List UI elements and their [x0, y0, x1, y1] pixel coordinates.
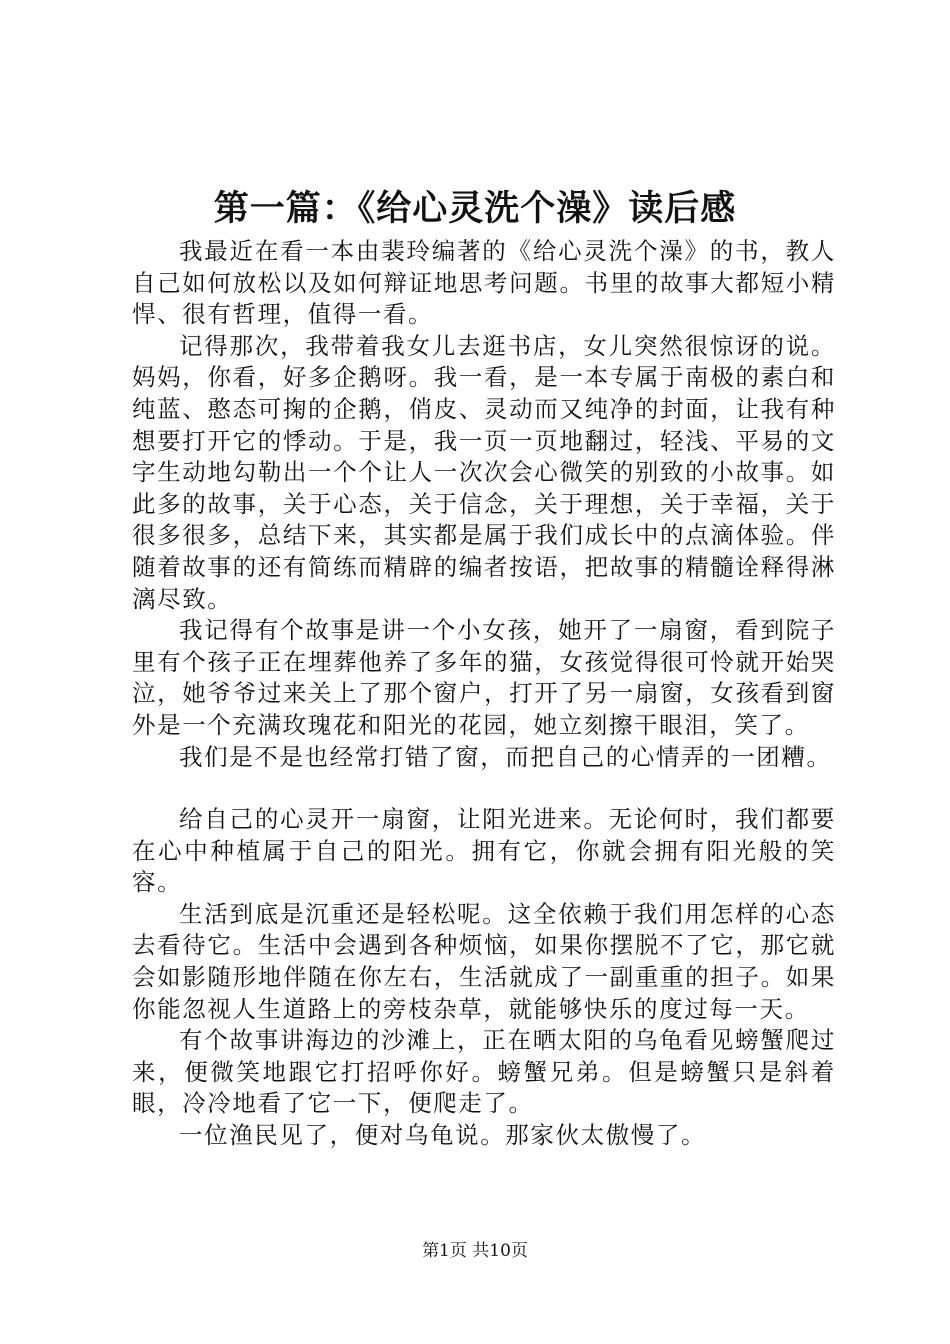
page-number-footer: 第1页 共10页 [422, 1241, 528, 1261]
document-title: 第一篇：《给心灵洗个澡》读后感 [213, 189, 737, 229]
paragraph-spacer [132, 773, 836, 804]
paragraph: 我们是不是也经常打错了窗，而把自己的心情弄的一团糟。 [179, 742, 832, 771]
paragraph: 给自己的心灵开一扇窗，让阳光进来。无论何时，我们都要在心中种植属于自己的阳光。拥有它，你就会拥有阳光般的笑容。 [132, 805, 836, 897]
paragraph: 一位渔民见了，便对乌龟说。那家伙太傲慢了。 [179, 1121, 707, 1150]
paragraph: 生活到底是沉重还是轻松呢。这全依赖于我们用怎样的心态去看待它。生活中会遇到各种烦恼，如果你摆脱不了它，那它就会如影随形地伴随在你左右，生活就成了一副重重的担子。如果你能忽视人生道路上的旁枝杂草，就能够快乐的度过每一天。 [132, 899, 836, 1023]
paragraph: 我最近在看一本由裴玲编著的《给心灵洗个澡》的书，教人自己如何放松以及如何辩证地思考问题。书里的故事大都短小精悍、很有哲理，值得一看。 [132, 237, 836, 329]
document-body [132, 236, 836, 1152]
paragraph: 我记得有个故事是讲一个小女孩，她开了一扇窗，看到院子里有个孩子正在埋葬他养了多年的猫，女孩觉得很可怜就开始哭泣，她爷爷过来关上了那个窗户，打开了另一扇窗，女孩看到窗外是一个充满玫瑰花和阳光的花园，她立刻擦干眼泪，笑了。 [132, 616, 836, 739]
paragraph: 有个故事讲海边的沙滩上，正在晒太阳的乌龟看见螃蟹爬过来，便微笑地跟它打招呼你好。螃蟹兄弟。但是螃蟹只是斜着眼，冷冷地看了它一下，便爬走了。 [132, 1026, 836, 1118]
paragraph: 记得那次，我带着我女儿去逛书店，女儿突然很惊讶的说。妈妈，你看，好多企鹅呀。我一看，是一本专属于南极的素白和纯蓝、憨态可掬的企鹅，俏皮、灵动而又纯净的封面，让我有种想要打开它的悸动。于是，我一页一页地翻过，轻浅、平易的文字生动地勾勒出一个个让人一次次会心微笑的别致的小故事。如此多的故事，关于心态，关于信念，关于理想，关于幸福，关于很多很多，总结下来，其实都是属于我们成长中的点滴体验。伴随着故事的还有简练而精辟的编者按语，把故事的精髓诠释得淋漓尽致。 [132, 331, 836, 613]
